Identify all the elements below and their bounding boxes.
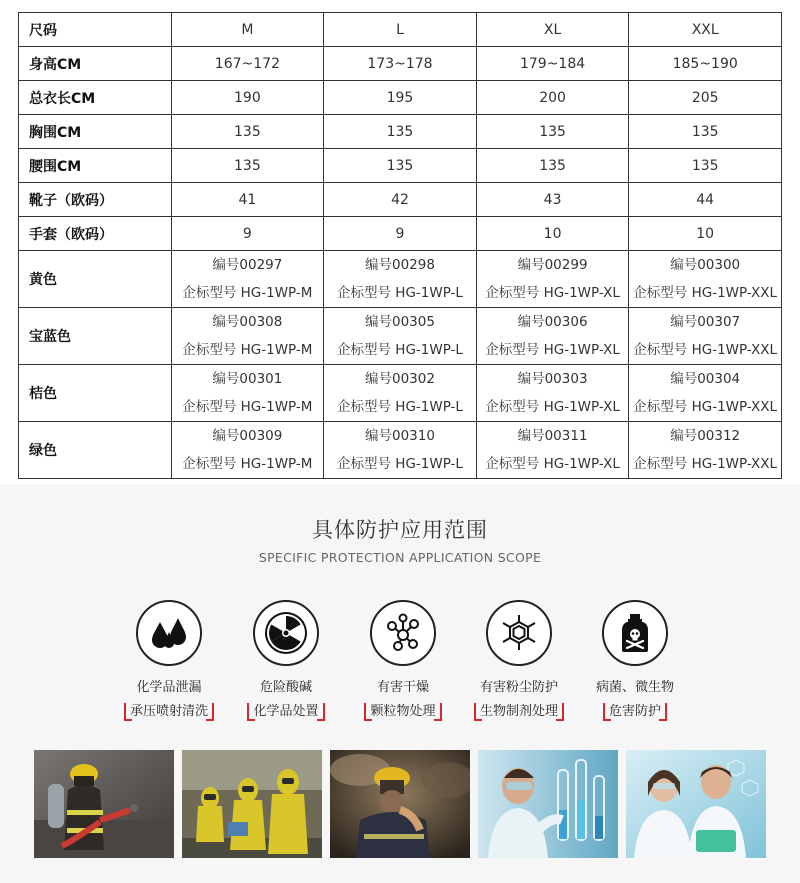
color-cell: [171, 365, 324, 422]
size-chart-table: [18, 12, 782, 479]
scope-item: [221, 600, 351, 721]
table-cell: 10: [476, 217, 629, 251]
product-model: 企标型号 HG-1WP-XXL: [633, 342, 778, 358]
header-cell: M: [171, 13, 324, 47]
table-cell: 167~172: [171, 47, 324, 81]
table-cell: 135: [324, 115, 477, 149]
color-row: [19, 365, 782, 422]
color-label: 黄色: [19, 251, 172, 308]
color-cell: [476, 308, 629, 365]
product-model: 企标型号 HG-1WP-XL: [485, 456, 620, 472]
product-model: 企标型号 HG-1WP-XL: [485, 399, 620, 415]
product-model: 企标型号 HG-1WP-M: [182, 285, 313, 301]
color-label: 绿色: [19, 422, 172, 479]
scope-icons-row: [0, 600, 800, 720]
protection-scope-section: [0, 484, 800, 883]
row-label: 腰围CM: [19, 149, 172, 183]
color-cell: [171, 308, 324, 365]
product-model: 企标型号 HG-1WP-L: [337, 342, 463, 358]
table-cell: 179~184: [476, 47, 629, 81]
chemical-structure-icon: [486, 600, 552, 666]
scope-item: [570, 600, 700, 721]
row-label: 总衣长CM: [19, 81, 172, 115]
smoke-rescue-photo: [330, 750, 470, 858]
header-cell: L: [324, 13, 477, 47]
product-code: 编号00308: [212, 314, 283, 330]
table-cell: 135: [324, 149, 477, 183]
product-code: 编号00297: [212, 257, 283, 273]
product-code: 编号00301: [212, 371, 283, 387]
color-cell: [476, 422, 629, 479]
table-cell: 135: [629, 149, 782, 183]
product-model: 企标型号 HG-1WP-XL: [485, 285, 620, 301]
color-row: [19, 251, 782, 308]
color-cell: [324, 365, 477, 422]
table-cell: 135: [476, 115, 629, 149]
product-model: 企标型号 HG-1WP-XXL: [633, 399, 778, 415]
hazmat-team-photo: [182, 750, 322, 858]
product-code: 编号00299: [517, 257, 588, 273]
section-title: 具体防护应用范围: [312, 518, 488, 542]
table-cell: 135: [171, 149, 324, 183]
scope-sublabel: 化学品处置: [247, 699, 324, 721]
table-cell: 185~190: [629, 47, 782, 81]
scope-item: [338, 600, 468, 721]
row-label: 靴子（欧码）: [19, 183, 172, 217]
table-cell: 9: [324, 217, 477, 251]
header-cell: XL: [476, 13, 629, 47]
scope-item: [454, 600, 584, 721]
liquid-drops-icon: [136, 600, 202, 666]
color-cell: [629, 422, 782, 479]
scope-label: 化学品泄漏: [136, 680, 202, 695]
product-code: 编号00310: [365, 428, 435, 444]
product-code: 编号00304: [670, 371, 741, 387]
scope-sublabel: 生物制剂处理: [474, 699, 564, 721]
product-model: 企标型号 HG-1WP-XL: [485, 342, 620, 358]
table-cell: 135: [476, 149, 629, 183]
table-row: [19, 115, 782, 149]
table-cell: 43: [476, 183, 629, 217]
color-label: 桔色: [19, 365, 172, 422]
color-cell: [324, 308, 477, 365]
color-cell: [171, 422, 324, 479]
color-cell: [629, 365, 782, 422]
product-code: 编号00302: [365, 371, 435, 387]
poison-bottle-icon: [602, 600, 668, 666]
table-cell: 44: [629, 183, 782, 217]
table-cell: 10: [629, 217, 782, 251]
table-cell: 200: [476, 81, 629, 115]
product-code: 编号00305: [365, 314, 435, 330]
lab-team-photo: [626, 750, 766, 858]
radiation-icon: [253, 600, 319, 666]
product-model: 企标型号 HG-1WP-M: [182, 456, 313, 472]
scope-sublabel: 承压喷射清洗: [124, 699, 214, 721]
section-subtitle: SPECIFIC PROTECTION APPLICATION SCOPE: [258, 550, 542, 565]
table-row: [19, 183, 782, 217]
table-cell: 173~178: [324, 47, 477, 81]
row-label: 胸围CM: [19, 115, 172, 149]
product-code: 编号00303: [517, 371, 588, 387]
table-cell: 205: [629, 81, 782, 115]
color-cell: [629, 308, 782, 365]
scope-item: [104, 600, 234, 721]
table-cell: 190: [171, 81, 324, 115]
table-header-row: [19, 13, 782, 47]
scope-label: 有害干燥: [376, 680, 429, 695]
row-label: 手套（欧码）: [19, 217, 172, 251]
table-row: [19, 217, 782, 251]
color-cell: [324, 422, 477, 479]
product-model: 企标型号 HG-1WP-L: [337, 285, 463, 301]
color-cell: [171, 251, 324, 308]
product-model: 企标型号 HG-1WP-M: [182, 399, 313, 415]
scope-label: 有害粉尘防护: [479, 680, 558, 695]
scope-sublabel: 颗粒物处理: [364, 699, 441, 721]
product-model: 企标型号 HG-1WP-L: [337, 399, 463, 415]
color-row: [19, 308, 782, 365]
header-cell: XXL: [629, 13, 782, 47]
table-cell: 195: [324, 81, 477, 115]
header-cell: 尺码: [19, 13, 172, 47]
molecule-icon: [370, 600, 436, 666]
product-model: 企标型号 HG-1WP-M: [182, 342, 313, 358]
table-cell: 135: [171, 115, 324, 149]
product-code: 编号00307: [670, 314, 741, 330]
product-code: 编号00298: [365, 257, 435, 273]
product-code: 编号00306: [517, 314, 588, 330]
product-code: 编号00309: [212, 428, 283, 444]
scope-sublabel: 危害防护: [603, 699, 667, 721]
table-cell: 42: [324, 183, 477, 217]
color-cell: [476, 365, 629, 422]
table-cell: 9: [171, 217, 324, 251]
color-row: [19, 422, 782, 479]
scope-label: 危险酸碱: [259, 680, 312, 695]
product-code: 编号00311: [517, 428, 588, 444]
lab-chemist-photo: [478, 750, 618, 858]
table-cell: 41: [171, 183, 324, 217]
firefighter-photo: [34, 750, 174, 858]
scope-label: 病菌、微生物: [595, 680, 674, 695]
application-photos-row: [34, 750, 766, 858]
table-row: [19, 47, 782, 81]
color-label: 宝蓝色: [19, 308, 172, 365]
table-row: [19, 149, 782, 183]
product-code: 编号00312: [670, 428, 741, 444]
color-cell: [324, 251, 477, 308]
color-cell: [476, 251, 629, 308]
product-model: 企标型号 HG-1WP-L: [337, 456, 463, 472]
product-model: 企标型号 HG-1WP-XXL: [633, 456, 778, 472]
color-cell: [629, 251, 782, 308]
product-model: 企标型号 HG-1WP-XXL: [633, 285, 778, 301]
table-cell: 135: [629, 115, 782, 149]
product-code: 编号00300: [670, 257, 741, 273]
table-row: [19, 81, 782, 115]
row-label: 身高CM: [19, 47, 172, 81]
